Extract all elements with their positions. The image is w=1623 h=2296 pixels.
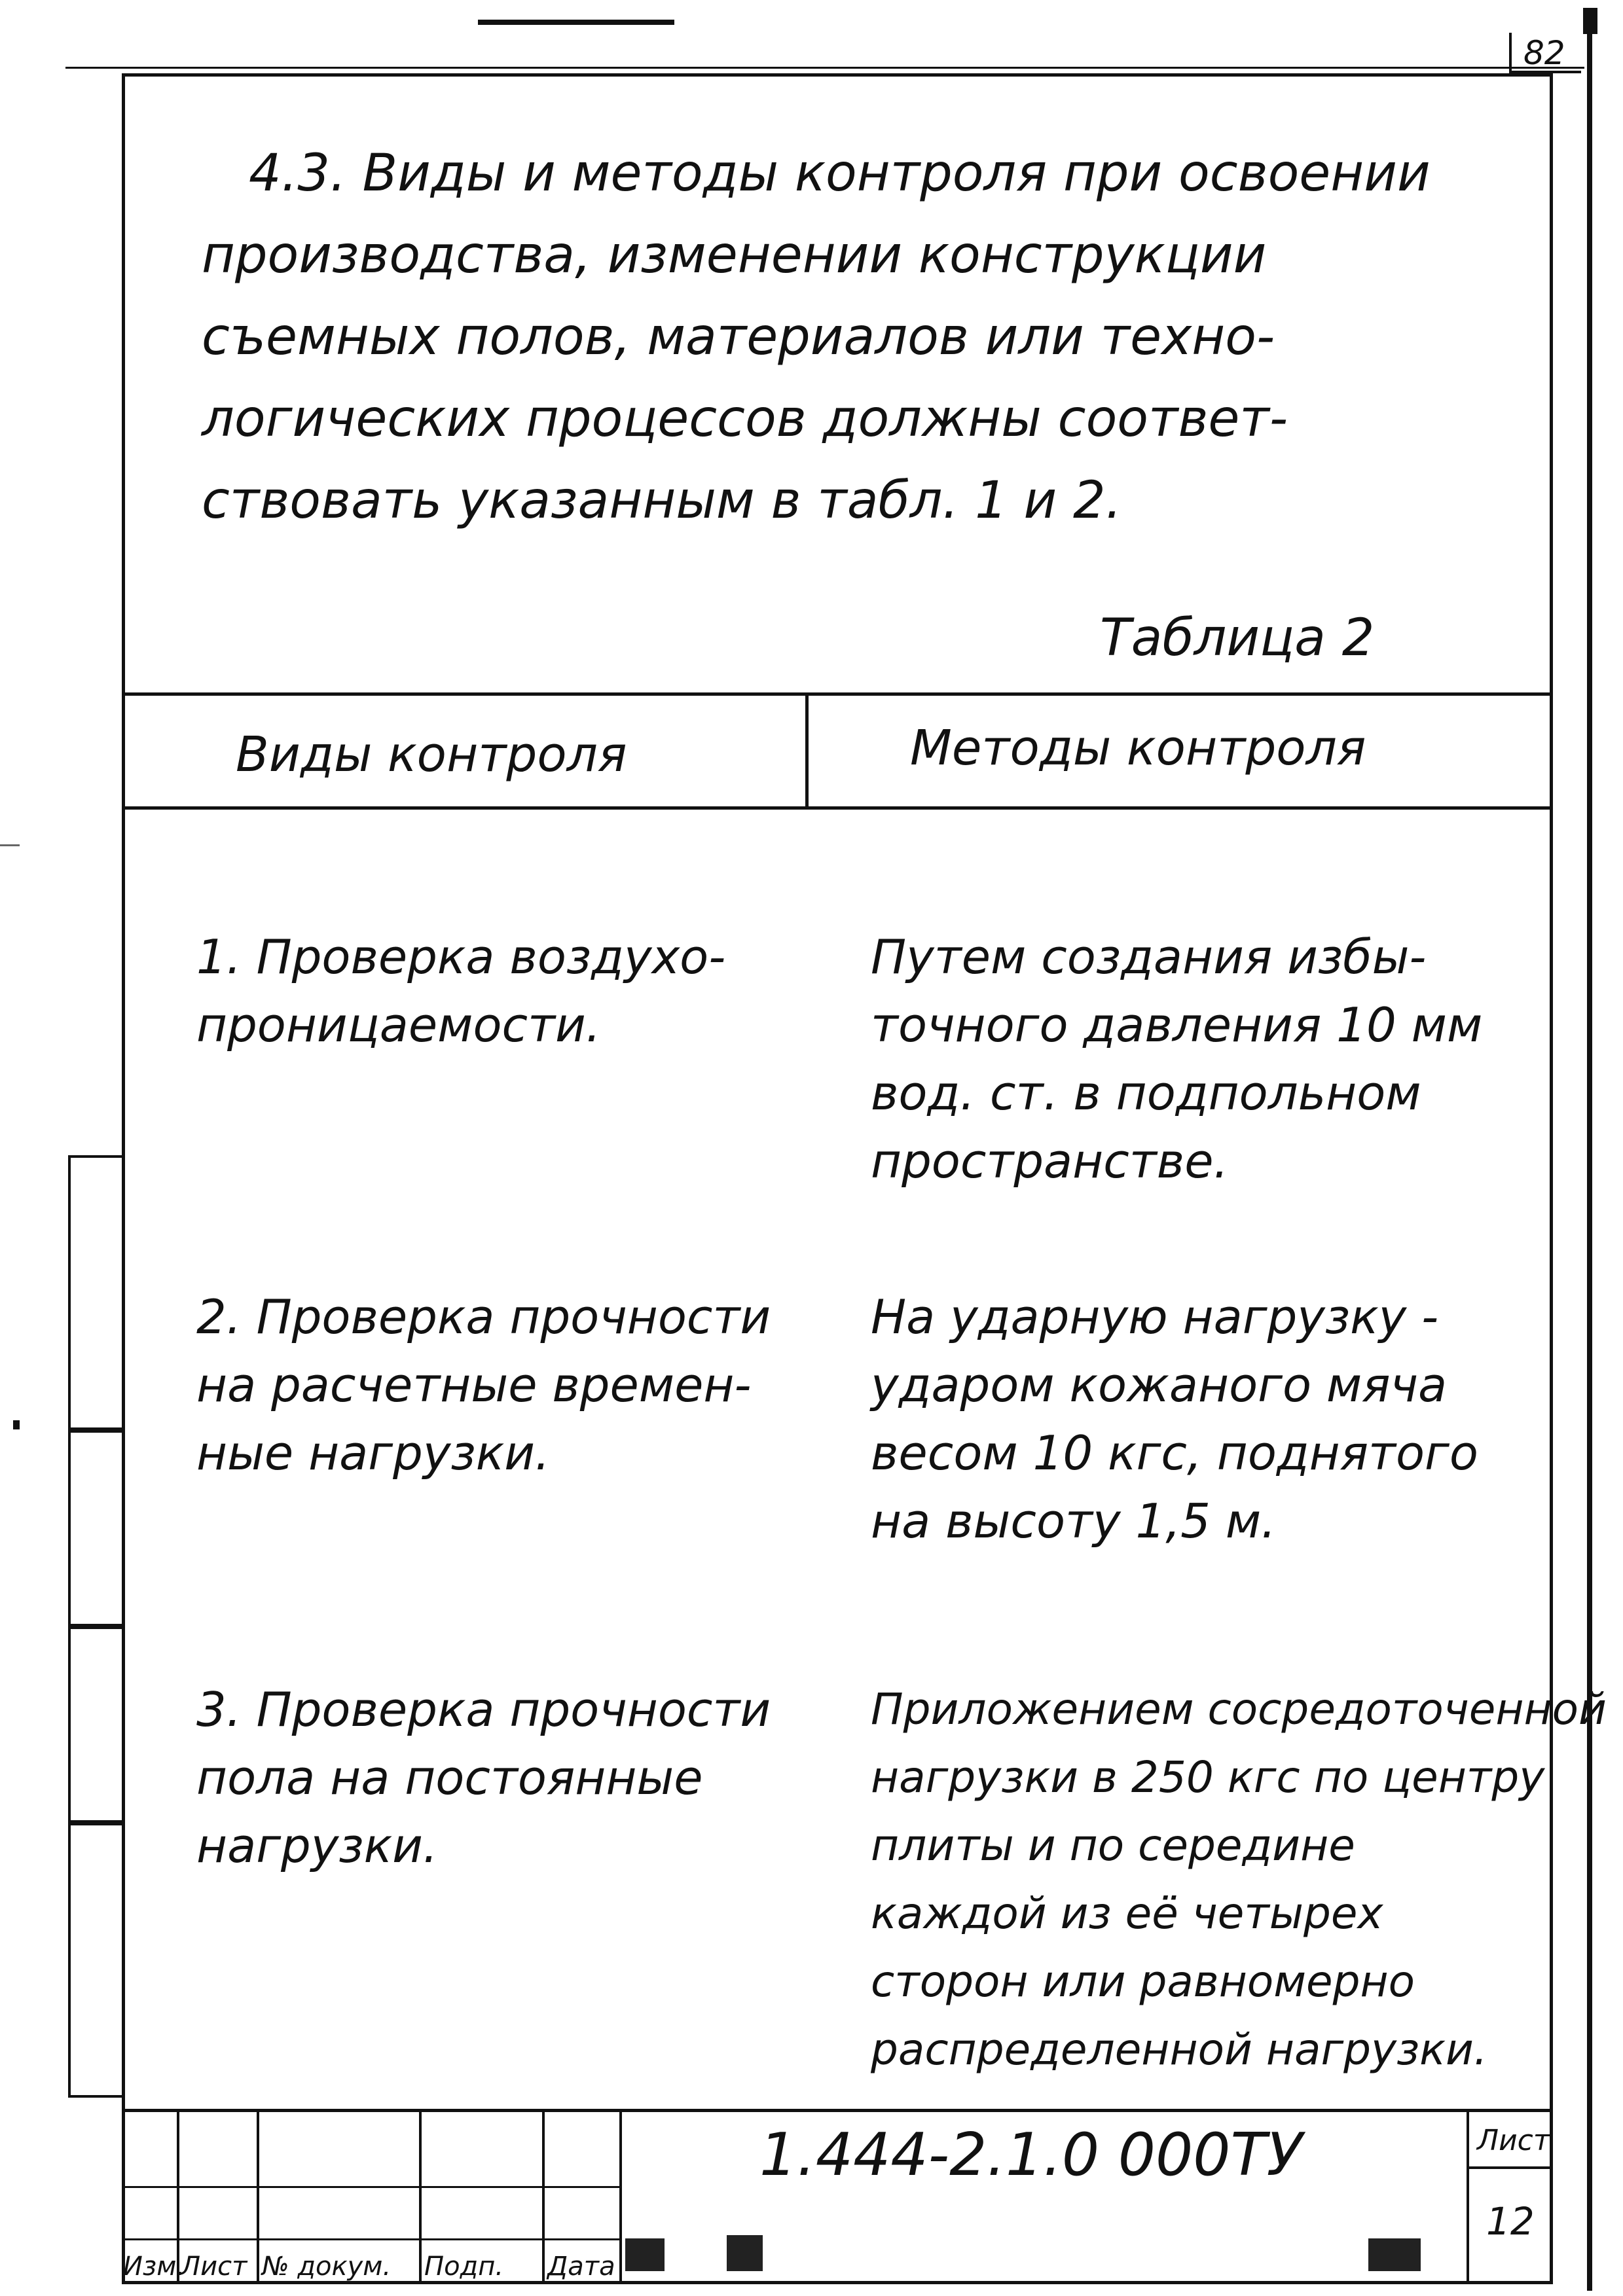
corner-page-number: 82 — [1523, 34, 1565, 72]
stamp-row-line-2 — [122, 2238, 619, 2240]
margin-dot — [13, 1420, 20, 1429]
stamp-col-3 — [419, 2109, 422, 2284]
table-header-divider — [805, 692, 809, 810]
stamp-col-5 — [619, 2109, 622, 2284]
row3-kind-line1: 3. Проверка прочности — [196, 1682, 771, 1737]
row2-method-line4: на высоту 1,5 м. — [871, 1494, 1277, 1549]
corner-mark — [1583, 8, 1597, 34]
top-border-line — [65, 67, 1584, 69]
stamp-sheet-line — [1467, 2166, 1553, 2169]
row3-kind — [196, 1676, 771, 1880]
stamp-col-label-docnum: № докум. — [262, 2251, 392, 2282]
row1-kind — [196, 923, 725, 1059]
row3-method-line2: нагрузки в 250 кгс по центру — [871, 1752, 1545, 1803]
row3-kind-line3: нагрузки. — [196, 1818, 438, 1873]
row1-kind-line1: 1. Проверка воздухо- — [196, 929, 726, 984]
stamp-sheet-divider — [1467, 2109, 1469, 2284]
row3-kind-line2: пола на постоянные — [196, 1750, 703, 1805]
row2-method-line1: На ударную нагрузку - — [871, 1289, 1439, 1344]
row1-method-line1: Путем создания избы- — [871, 929, 1427, 984]
top-scan-mark — [478, 20, 674, 25]
stamp-col-label-change: Изм. — [123, 2251, 185, 2282]
margin-box-3 — [68, 1626, 123, 1823]
row2-method-line2: ударом кожаного мяча — [871, 1357, 1448, 1412]
row1-kind-line2: проницаемости. — [196, 997, 601, 1052]
stamp-col-label-sign: Подп. — [424, 2251, 504, 2282]
corner-page-number-box — [1509, 33, 1581, 73]
header-control-methods: Методы контроля — [910, 720, 1366, 776]
row2-kind-line1: 2. Проверка прочности — [196, 1289, 771, 1344]
sheet-number: 12 — [1486, 2199, 1535, 2244]
row1-method-line3: вод. ст. в подпольном — [871, 1066, 1421, 1121]
stamp-col-label-date: Дата — [547, 2251, 615, 2282]
paragraph-line-3: съемных полов, материалов или техно- — [202, 308, 1275, 367]
table-top-line — [122, 692, 1553, 696]
row2-method-line3: весом 10 кгс, поднятого — [871, 1426, 1478, 1480]
row2-kind — [196, 1283, 771, 1487]
stamp-col-label-sheet: Лист — [181, 2251, 247, 2282]
document-code: 1.444-2.1.0 000ТУ — [759, 2121, 1303, 2189]
table-header-bottom-line — [122, 806, 1553, 810]
paragraph-line-4: логических процессов должны соответ- — [202, 389, 1288, 448]
stamp-col-2 — [257, 2109, 259, 2284]
margin-tick — [0, 844, 20, 846]
row2-kind-line2: на расчетные времен- — [196, 1357, 752, 1412]
paragraph-line-1: 4.3. Виды и методы контроля при освоении — [249, 144, 1431, 203]
sheet-label: Лист — [1477, 2124, 1550, 2157]
stamp-row-line-1 — [122, 2186, 619, 2188]
stamp-col-4 — [542, 2109, 545, 2284]
table-caption: Таблица 2 — [1100, 609, 1375, 668]
row1-method-line4: пространстве. — [871, 1134, 1229, 1189]
row3-method-line6: распределенной нагрузки. — [871, 2024, 1487, 2075]
row3-method-line4: каждой из её четырех — [871, 1888, 1383, 1939]
row1-method — [871, 923, 1482, 1195]
margin-box-4 — [68, 1823, 123, 2098]
margin-box-2 — [68, 1430, 123, 1626]
paragraph-line-5: ствовать указанным в табл. 1 и 2. — [202, 471, 1122, 530]
scan-smudge — [625, 2238, 665, 2271]
stamp-top-line — [122, 2109, 1553, 2112]
row3-method-line5: сторон или равномерно — [871, 1956, 1415, 2007]
paragraph-line-2: производства, изменении конструкции — [202, 226, 1267, 285]
row2-kind-line3: ные нагрузки. — [196, 1426, 550, 1480]
row3-method-line3: плиты и по середине — [871, 1820, 1355, 1871]
header-control-types: Виды контроля — [236, 726, 627, 783]
row2-method — [871, 1283, 1478, 1555]
row3-method — [871, 1676, 1607, 2084]
margin-box-1 — [68, 1155, 123, 1430]
scan-smudge — [727, 2235, 763, 2271]
row3-method-line1: Приложением сосредоточенной — [871, 1684, 1607, 1734]
row1-method-line2: точного давления 10 мм — [871, 997, 1483, 1052]
scan-smudge — [1368, 2238, 1421, 2271]
